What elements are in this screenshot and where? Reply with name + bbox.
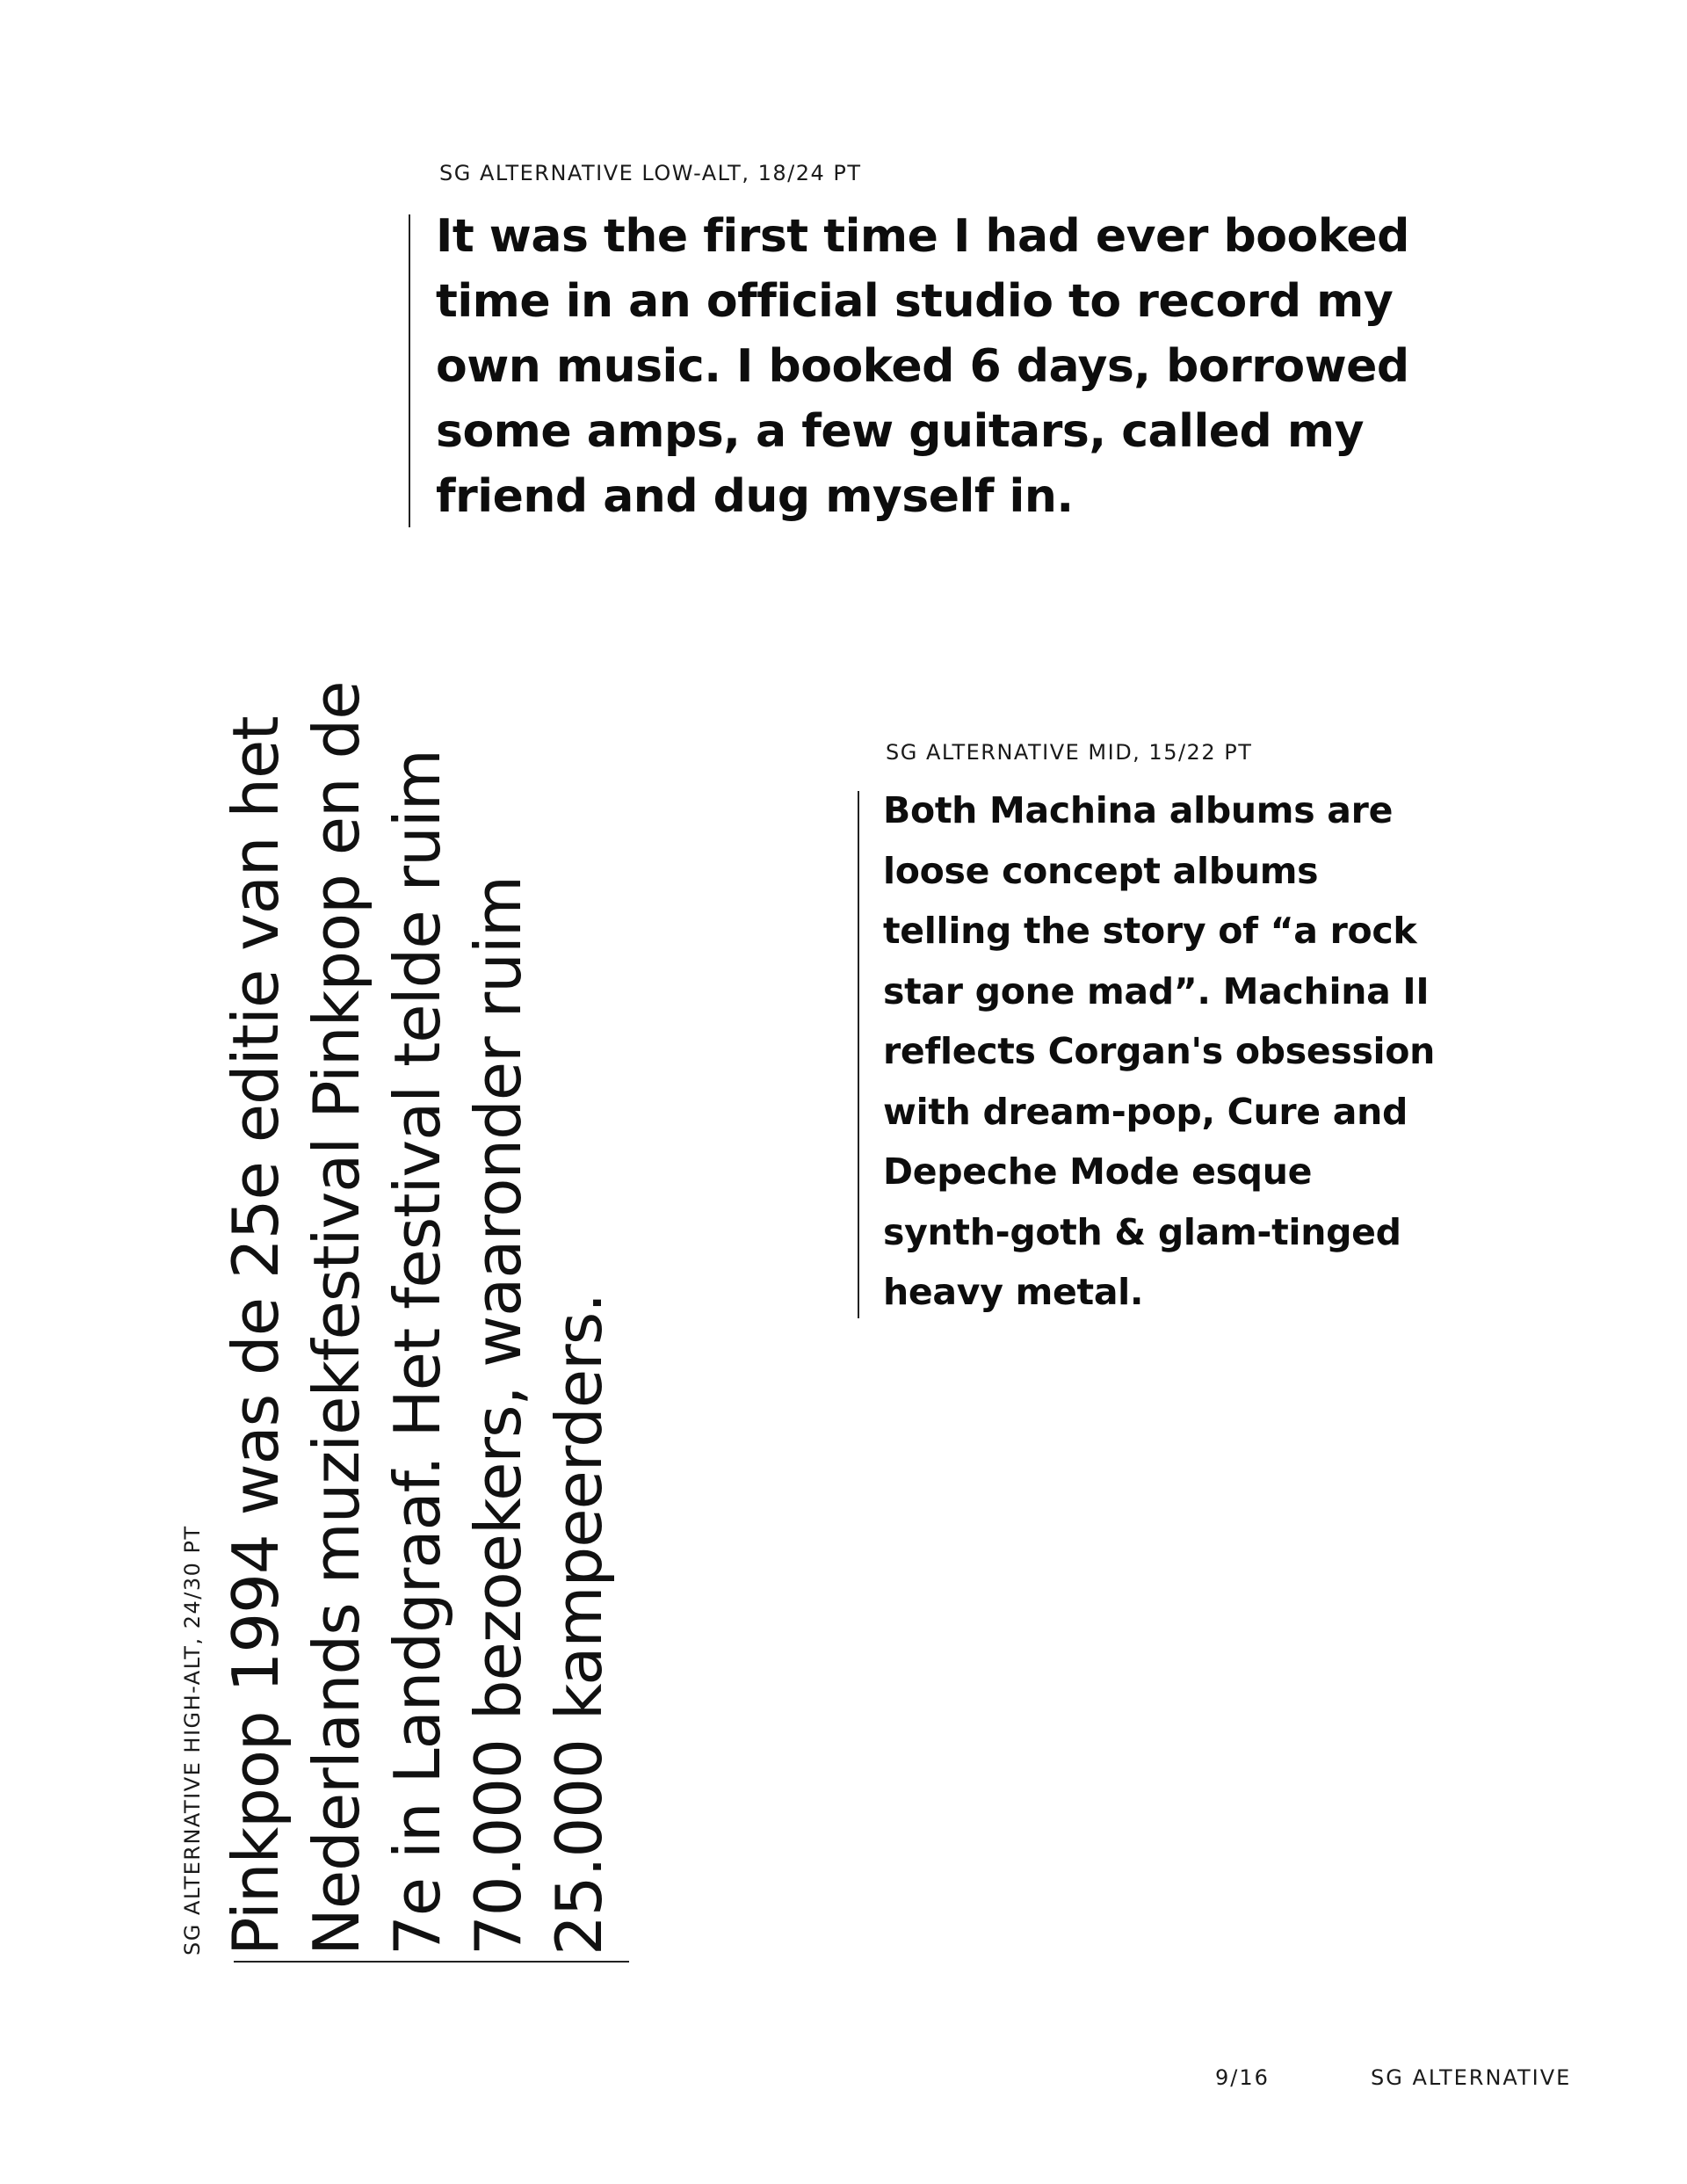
specimen-low-line: friend and dug myself in. <box>436 470 1074 523</box>
specimen-low-line: some amps, a few guitars, called my <box>436 405 1364 458</box>
footer-title: SG ALTERNATIVE <box>1371 2065 1572 2090</box>
specimen-mid-rule <box>858 791 859 1318</box>
specimen-low-caption: SG ALTERNATIVE LOW-ALT, 18/24 PT <box>439 161 862 185</box>
specimen-high-rotated-group <box>180 681 813 1955</box>
specimen-high-line: 70.000 bezoekers, waaronder ruim <box>461 876 535 1955</box>
specimen-mid-line: with dream-pop, Cure and <box>883 1090 1408 1133</box>
specimen-mid-line: synth-goth & glam-tinged <box>883 1210 1401 1253</box>
specimen-low-line: own music. I booked 6 days, borrowed <box>436 340 1409 393</box>
specimen-mid-line: reflects Corgan's obsession <box>883 1030 1436 1072</box>
specimen-low-text <box>436 204 1409 529</box>
specimen-mid-line: star gone mad”. Machina II <box>883 969 1430 1012</box>
specimen-high-text <box>215 681 619 1955</box>
specimen-high-line: Nederlands muziekfestival Pinkpop en de <box>300 681 373 1955</box>
specimen-low-line: time in an official studio to record my <box>436 275 1394 328</box>
specimen-high-caption: SG ALTERNATIVE HIGH-ALT, 24/30 PT <box>180 1525 205 1955</box>
specimen-high-rule <box>234 1961 629 1963</box>
specimen-mid-line: Depeche Mode esque <box>883 1150 1313 1193</box>
page-number: 9/16 <box>1215 2065 1270 2090</box>
specimen-high-line: Pinkpop 1994 was de 25e editie van het <box>219 716 293 1955</box>
specimen-mid-line: loose concept albums <box>883 849 1319 892</box>
specimen-low-rule <box>409 214 410 527</box>
specimen-mid-text <box>883 780 1435 1323</box>
specimen-mid-caption: SG ALTERNATIVE MID, 15/22 PT <box>886 740 1253 765</box>
specimen-mid-line: telling the story of “a rock <box>883 910 1417 952</box>
specimen-low-line: It was the first time I had ever booked <box>436 210 1409 263</box>
specimen-mid-line: heavy metal. <box>883 1271 1144 1313</box>
specimen-high-line: 7e in Landgraaf. Het festival telde ruim <box>380 750 454 1955</box>
specimen-mid-line: Both Machina albums are <box>883 789 1394 831</box>
specimen-high-line: 25.000 kampeerders. <box>542 1293 616 1955</box>
